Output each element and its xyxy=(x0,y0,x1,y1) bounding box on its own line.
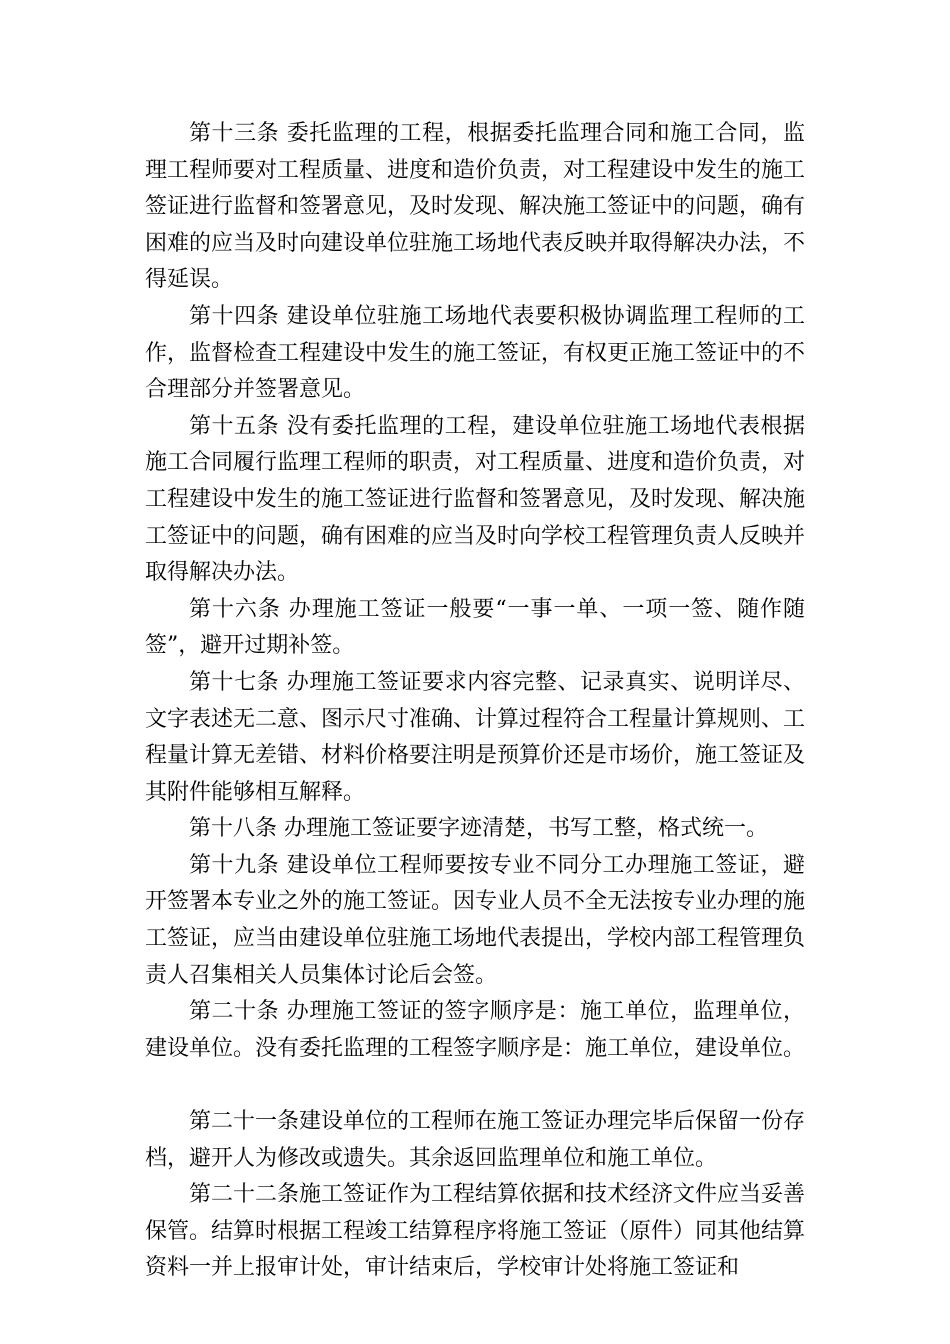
article-21-paragraph: 第二十一条建设单位的工程师在施工签证办理完毕后保留一份存档，避开人为修改或遗失。其余返回监理单位和施工单位。 xyxy=(145,1109,806,1171)
article-19-paragraph: 第十九条 建设单位工程师要按专业不同分工办理施工签证，避开签署本专业之外的施工签证。因专业人员不全无法按专业办理的施工签证，应当由建设单位驻施工场地代表提出，学校内部工程管理负责人召集相关人员集体讨论后会签。 xyxy=(145,852,806,988)
article-22-paragraph: 第二十二条施工签证作为工程结算依据和技术经济文件应当妥善保管。结算时根据工程竣工结算程序将施工签证（原件）同其他结算资料一并上报审计处，审计结束后，学校审计处将施工签证和 xyxy=(145,1182,806,1281)
article-16-paragraph: 第十六条 办理施工签证一般要“一事一单、一项一签、随作随签”，避开过期补签。 xyxy=(145,596,805,659)
article-15-paragraph: 第十五条 没有委托监理的工程，建设单位驻施工场地代表根据施工合同履行监理工程师的职责，对工程质量、进度和造价负责，对工程建设中发生的施工签证进行监督和签署意见，及时发现、解决施工签证中的问题，确有困难的应当及时向学校工程管理负责人反映并取得解决办法。 xyxy=(145,413,806,586)
blank-line xyxy=(145,1067,805,1104)
article-18-paragraph: 第十八条 办理施工签证要字迹清楚，书写工整，格式统一。 xyxy=(189,816,768,842)
article-20-paragraph: 第二十条 办理施工签证的签字顺序是：施工单位，监理单位，建设单位。没有委托监理的工程签字顺序是：施工单位，建设单位。 xyxy=(145,999,806,1061)
document-body xyxy=(145,116,805,1287)
article-14-paragraph: 第十四条 建设单位驻施工场地代表要积极协调监理工程师的工作，监督检查工程建设中发生的施工签证，有权更正施工签证中的不合理部分并签署意见。 xyxy=(145,303,806,403)
article-17-paragraph: 第十七条 办理施工签证要求内容完整、记录真实、说明详尽、文字表述无二意、图示尺寸准确、计算过程符合工程量计算规则、工程量计算无差错、材料价格要注明是预算价还是市场价，施工签证及其附件能够相互解释。 xyxy=(145,669,806,805)
article-13-paragraph: 第十三条 委托监理的工程，根据委托监理合同和施工合同，监理工程师要对工程质量、进度和造价负责，对工程建设中发生的施工签证进行监督和签署意见，及时发现、解决施工签证中的问题，确有困难的应当及时向建设单位驻施工场地代表反映并取得解决办法，不得延误。 xyxy=(145,121,806,293)
